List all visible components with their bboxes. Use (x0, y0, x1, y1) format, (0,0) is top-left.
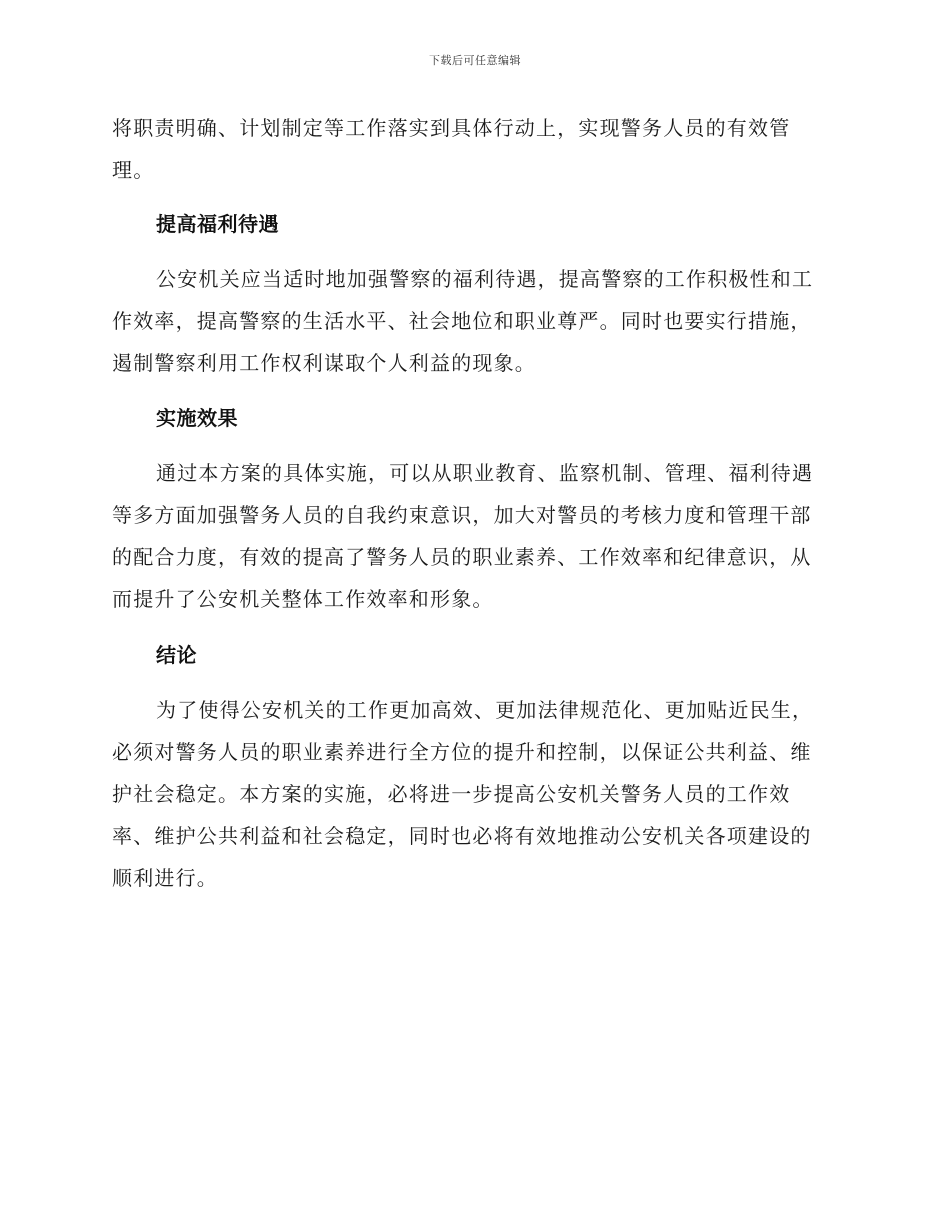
section-heading-effects: 实施效果 (156, 406, 238, 430)
section-heading-conclusion: 结论 (156, 643, 197, 667)
paragraph-line: 通过本方案的具体实施，可以从职业教育、监察机制、管理、福利待遇 (156, 461, 814, 485)
paragraph-line: 的配合力度，有效的提高了警务人员的职业素养、工作效率和纪律意识，从 (112, 545, 812, 569)
paragraph-line: 公安机关应当适时地加强警察的福利待遇，提高警察的工作积极性和工 (156, 267, 814, 291)
paragraph-welfare (112, 258, 832, 384)
paragraph-conclusion (112, 689, 832, 899)
paragraph-line: 而提升了公安机关整体工作效率和形象。 (112, 587, 494, 611)
section-heading-welfare: 提高福利待遇 (156, 212, 279, 236)
paragraph-line: 护社会稳定。本方案的实施，必将进一步提高公安机关警务人员的工作效 (112, 782, 791, 806)
paragraph-line: 率、维护公共利益和社会稳定，同时也必将有效地推动公安机关各项建设的 (112, 824, 812, 848)
paragraph-line: 遏制警察利用工作权利谋取个人利益的现象。 (112, 351, 536, 375)
paragraph-line: 理。 (112, 158, 155, 182)
paragraph-effects (112, 452, 832, 620)
paragraph-continuation (112, 107, 832, 191)
paragraph-line: 必须对警务人员的职业素养进行全方位的提升和控制，以保证公共利益、维 (112, 740, 812, 764)
paragraph-line: 顺利进行。 (112, 866, 218, 890)
paragraph-line: 等多方面加强警务人员的自我约束意识，加大对警员的考核力度和管理干部 (112, 503, 812, 527)
paragraph-line: 为了使得公安机关的工作更加高效、更加法律规范化、更加贴近民生， (156, 698, 814, 722)
paragraph-line: 将职责明确、计划制定等工作落实到具体行动上，实现警务人员的有效管 (112, 116, 791, 140)
paragraph-line: 作效率，提高警察的生活水平、社会地位和职业尊严。同时也要实行措施， (112, 309, 812, 333)
page-header-note: 下载后可任意编辑 (429, 54, 521, 67)
